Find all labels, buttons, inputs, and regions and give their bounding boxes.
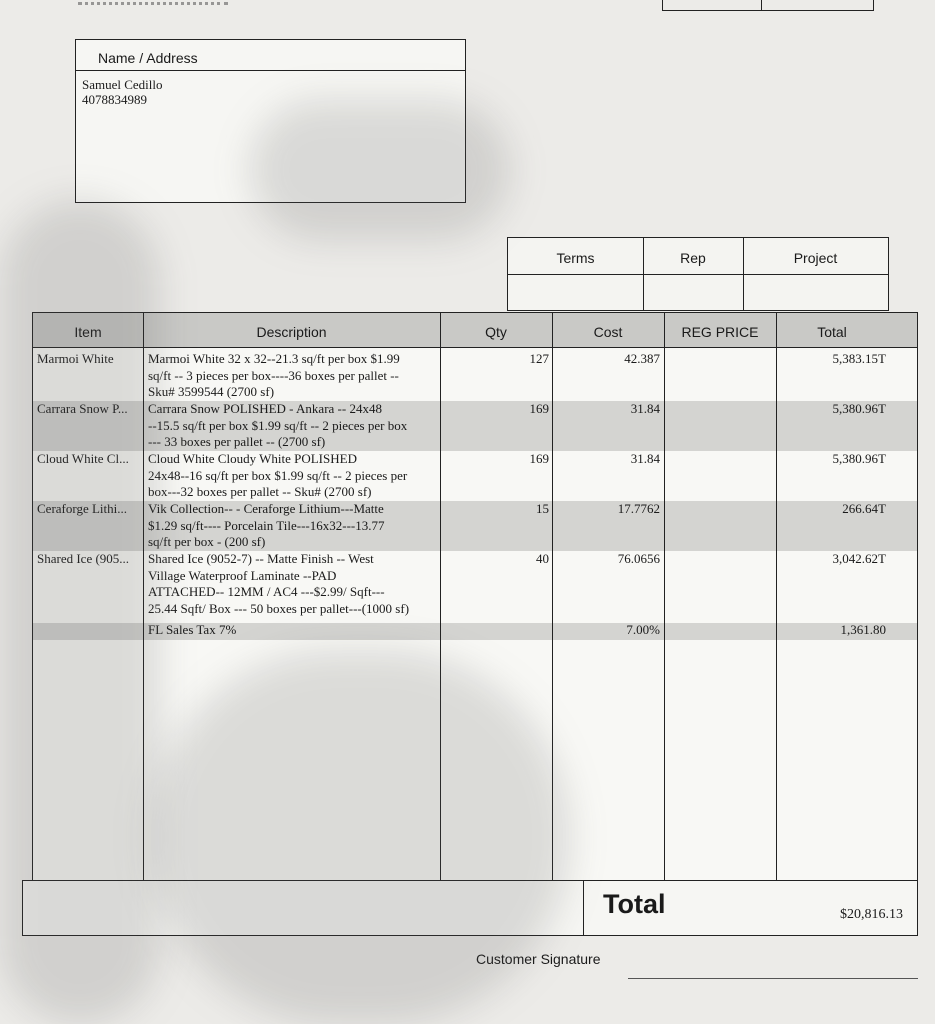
customer-signature-label: Customer Signature [476, 951, 601, 967]
col-qty-header: Qty [485, 324, 507, 340]
terms-rep-project-box [507, 237, 889, 311]
row-total: 266.64T [842, 501, 886, 516]
signature-line [628, 978, 918, 979]
customer-name: Samuel Cedillo [82, 77, 163, 92]
row-description: FL Sales Tax 7% [148, 622, 237, 637]
row-total: 3,042.62T [832, 551, 886, 566]
row-item: Carrara Snow P... [37, 401, 128, 416]
col-cost-header: Cost [593, 324, 623, 340]
row-item: Cloud White Cl... [37, 451, 129, 466]
row-description: Marmoi White 32 x 32--21.3 sq/ft per box $1.99 sq/ft -- 3 pieces per box----36 boxes per pallet -- Sku# 3599544 (2700 sf) [148, 351, 400, 399]
row-qty: 169 [529, 401, 549, 416]
row-item: Shared Ice (905... [37, 551, 130, 566]
table-header [33, 313, 917, 348]
row-total: 5,380.96T [832, 451, 886, 466]
cropped-header-box [662, 0, 874, 11]
name-address-box [75, 39, 466, 203]
row-cost: 31.84 [630, 451, 660, 466]
row-description: Shared Ice (9052-7) -- Matte Finish -- West Village Waterproof Laminate --PAD ATTACHED-- 12MM / AC4 ---$2.99/ Sqft--- 25.44 Sqft/ Box --- 50 boxes per pallet---(1000 sf) [148, 551, 410, 616]
row-total: 5,380.96T [832, 401, 886, 416]
col-item-header: Item [74, 324, 102, 340]
col-reg-price-header: REG PRICE [681, 324, 759, 340]
col-total-header: Total [817, 324, 847, 340]
row-cost: 76.0656 [617, 551, 660, 566]
terms-header: Terms [508, 238, 643, 275]
row-total: 1,361.80 [840, 622, 886, 637]
rep-header: Rep [643, 238, 743, 275]
row-item: Marmoi White [37, 351, 114, 366]
items-table [32, 312, 918, 882]
total-label: Total [603, 889, 666, 919]
row-cost: 42.387 [624, 351, 660, 366]
total-value: $20,816.13 [840, 907, 903, 922]
row-cost: 7.00% [626, 622, 660, 637]
row-description: Carrara Snow POLISHED - Ankara -- 24x48 --15.5 sq/ft per box $1.99 sq/ft -- 2 pieces per box --- 33 boxes per pallet -- (2700 sf) [148, 401, 408, 449]
row-total: 5,383.15T [832, 351, 886, 366]
col-description-header: Description [256, 324, 327, 340]
name-address-header: Name / Address [76, 40, 465, 71]
row-qty: 40 [536, 551, 549, 566]
customer-phone: 4078834989 [82, 92, 147, 107]
row-qty: 15 [536, 501, 549, 516]
row-description: Cloud White Cloudy White POLISHED 24x48--16 sq/ft per box $1.99 sq/ft -- 2 pieces per box---32 boxes per pallet -- Sku# (2700 sf) [148, 451, 408, 499]
row-description: Vik Collection-- - Ceraforge Lithium---Matte $1.29 sq/ft---- Porcelain Tile---16x32---13.77 sq/ft per box - (200 sf) [148, 501, 385, 549]
cropped-header-text [78, 0, 228, 5]
row-cost: 17.7762 [617, 501, 660, 516]
project-header: Project [743, 238, 888, 275]
row-cost: 31.84 [630, 401, 660, 416]
total-bar [22, 880, 918, 936]
row-item: Ceraforge Lithi... [37, 501, 128, 516]
row-qty: 127 [529, 351, 549, 366]
row-qty: 169 [529, 451, 549, 466]
